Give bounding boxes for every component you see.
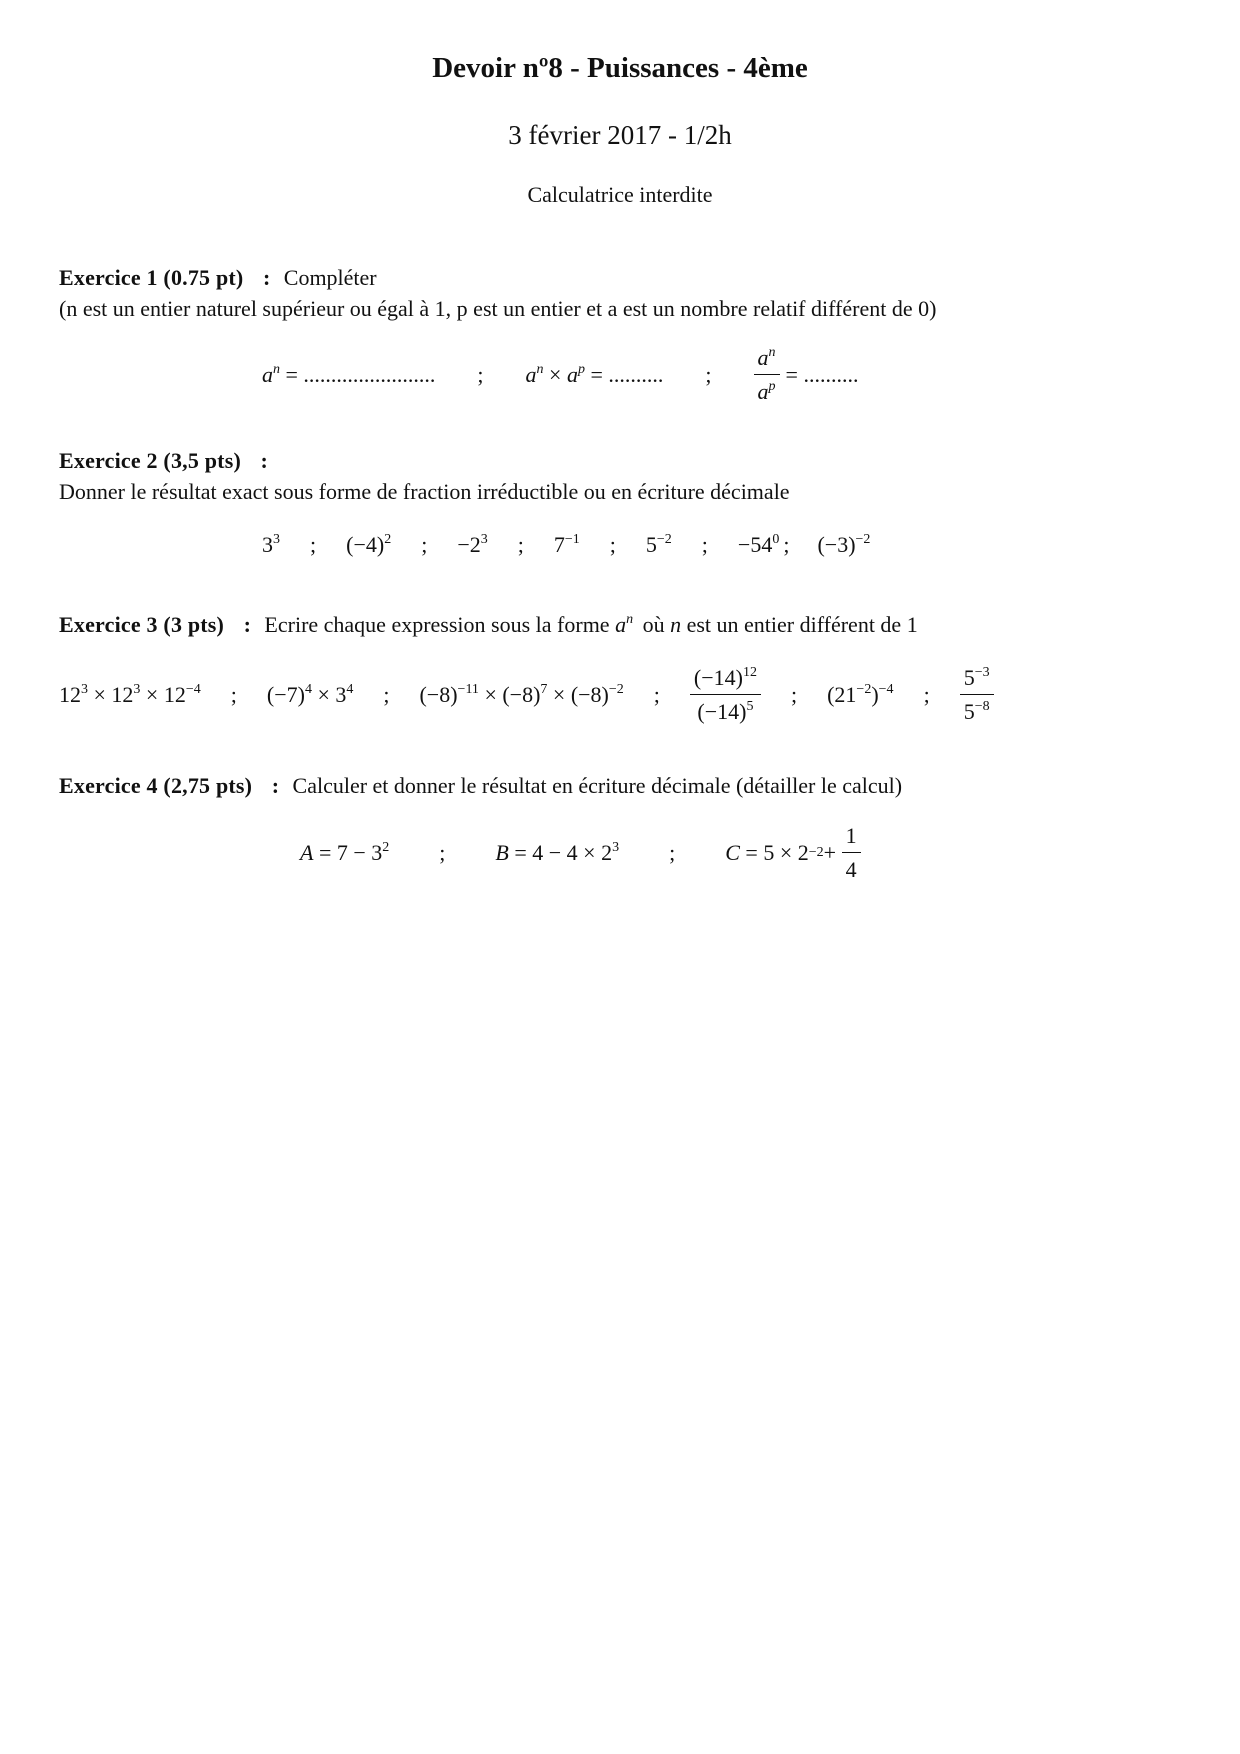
exercise-2-expressions: $3^3$ ; $(-4)^2$ ; $-2^3$ ; $7^{-1}$ ; $5^{-2}$ ; $-54^0$ ; $(-3)^{-2}$ [262,532,871,557]
exercise-2-instruction: Donner le résultat exact sous forme de fraction irréductible ou en écriture décimale [59,479,790,504]
exercise-1-instruction: Compléter [283,265,377,290]
exercise-1-heading [59,265,377,291]
formula-quotient: $\frac{a^n}{a^p}$ = .......... [754,346,859,404]
exercise-4-colon: : [271,773,280,798]
exercise-1-condition: (n est un entier naturel supérieur ou égal à 1, p est un entier et a est un nombre relatif différent de 0) [59,296,937,321]
exercise-3-colon: : [243,612,251,637]
exam-date: 3 février 2017 - 1/2h [508,120,732,150]
exercise-1-colon: : [262,265,271,290]
exercise-2-heading [59,448,268,474]
exercise-1-title: Exercice 1 (0.75 pt) [59,265,244,290]
exercise-4-expressions: $A = 7 - 3^2$ ; $B = 4 - 4 \times 2^3$ ; C = 5 × 2 −2 + $\frac{1}{4}$ [300,818,861,888]
exercise-2-colon: : [260,448,268,473]
exercise-4-heading [59,773,902,799]
exercise-3-title: Exercice 3 (3 pts) [59,612,225,637]
exercise-2-title: Exercice 2 (3,5 pts) [59,448,241,473]
page-title: Devoir nº8 - Puissances - 4ème [432,52,808,84]
calculator-note: Calculatrice interdite [527,182,713,207]
exercise-3-heading: Exercice 3 (3 pts) : Ecrire chaque expression sous la forme $a^n$ où n est un entier différent de 1 [59,612,918,637]
exercise-4-title: Exercice 4 (2,75 pts) [59,773,253,798]
exercise-4-instruction: Calculer et donner le résultat en écriture décimale (détailler le calcul) [292,773,903,798]
formula-power: $a^n$ = ........................ [262,362,436,387]
exercise-1-formulas: $a^n$ = ........................ ; $a^n \times a^p$ = .......... ; $\frac{a^n}{a^p}$ = .......... [262,344,859,404]
formula-product: $a^n \times a^p$ = .......... [525,362,664,387]
exercise-3-expressions: $12^3 \times 12^3 \times 12^{-4}$ ; $(-7)^4 \times 3^4$ ; $(-8)^{-11} \times (-8)^7 \times (-8)^{-2}$ ; $\frac{(-14)^{12}}{(-14)^5}$ ; $(21^{-2})^{-4}$ ; $\frac{5^{-3}}{5^{-8}}$ [59,660,994,730]
